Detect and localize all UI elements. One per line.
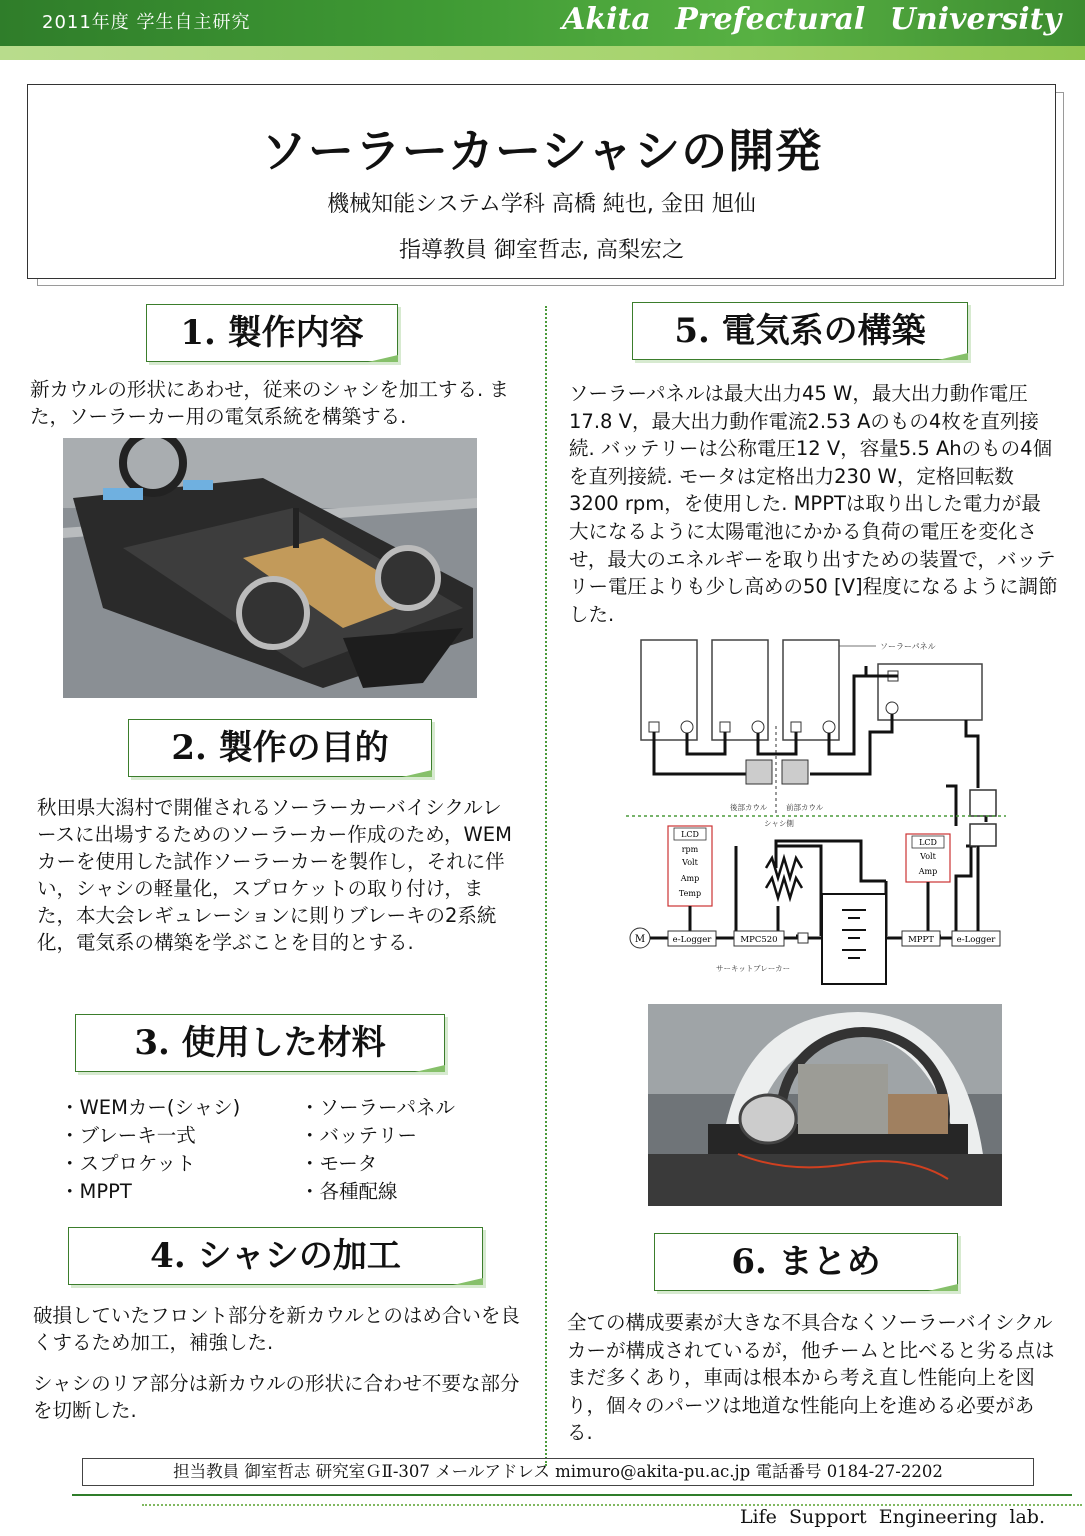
materials-right-list	[300, 1094, 455, 1206]
heading-fold-corner	[368, 355, 398, 362]
material-item: ・WEMカー(シャシ)	[60, 1096, 241, 1119]
elogger-1-label: e-Logger	[672, 935, 712, 945]
lcd1-line: Volt	[682, 858, 698, 867]
heading-fold-corner	[415, 1065, 445, 1072]
lcd1-line: rpm	[681, 845, 699, 854]
section-1-text: 新カウルの形状にあわせ，従来のシャシを加工する. また，ソーラーカー用の電気系統を構築する.	[30, 378, 509, 428]
section-5-heading-text: 5. 電気系の構築	[674, 311, 926, 351]
solar-panel-label: ソーラーパネル	[880, 642, 936, 651]
poster-advisors: 指導教員 御室哲志, 高梨宏之	[399, 238, 684, 263]
rear-cowl-label: 後部カウル	[730, 803, 768, 812]
electrical-wiring-diagram	[626, 636, 1006, 986]
header-accent-band	[0, 46, 1085, 60]
section-6-heading-text: 6. まとめ	[731, 1242, 881, 1282]
material-item: ・ソーラーパネル	[300, 1096, 456, 1119]
column-divider	[545, 306, 547, 1466]
section-5-heading	[632, 302, 968, 360]
circuit-breaker-label: サーキットブレーカー	[716, 964, 791, 973]
chassis-side-label: シャシ側	[764, 819, 794, 828]
section-4-body	[33, 1302, 523, 1424]
footer-lab-name: Life Support Engineering lab.	[739, 1506, 1045, 1528]
material-item: ・モータ	[300, 1152, 378, 1175]
section-6-text: 全ての構成要素が大きな不具合なくソーラーバイシクルカーが構成されているが，他チームと比べると劣る点はまだ多くあり，車両は根本から考え直し性能向上を図り，個々のパーツは地道な性能向上を進める必要がある.	[567, 1311, 1055, 1444]
heading-fold-corner	[402, 770, 432, 777]
elogger-2-label: e-Logger	[956, 935, 996, 945]
mpc520-label: MPC520	[740, 935, 778, 945]
header-year-label: 2011年度 学生自主研究	[42, 12, 251, 33]
lcd2-line: Amp	[918, 867, 938, 876]
section-2-heading	[128, 719, 432, 777]
section-4-heading-text: 4. シャシの加工	[150, 1236, 401, 1276]
section-1-body	[30, 376, 525, 430]
section-1-heading-text: 1. 製作内容	[180, 313, 364, 353]
heading-fold-corner	[453, 1278, 483, 1285]
material-item: ・各種配線	[300, 1180, 398, 1203]
lcd1-line: Amp	[680, 874, 700, 883]
section-4-heading	[68, 1227, 483, 1285]
section-2-heading-text: 2. 製作の目的	[171, 728, 389, 768]
poster-authors: 機械知能システム学科 高橋 純也, 金田 旭仙	[327, 192, 756, 217]
lcd2-line: Volt	[920, 852, 936, 861]
material-item: ・ブレーキ一式	[60, 1124, 196, 1147]
lcd1-line: LCD	[681, 830, 699, 839]
mppt-label: MPPT	[908, 935, 934, 945]
section-6-heading	[654, 1233, 958, 1291]
lcd2-line: LCD	[919, 838, 937, 847]
section-3-heading-text: 3. 使用した材料	[134, 1023, 386, 1063]
header-university-name: Akita Prefectural University	[562, 2, 1061, 37]
section-2-body	[37, 794, 517, 956]
chassis-photo	[63, 438, 477, 698]
section-3-heading	[75, 1014, 445, 1072]
material-item: ・スプロケット	[60, 1152, 196, 1175]
wiring-diagram-svg	[626, 636, 1006, 986]
drivetrain-photo	[648, 1004, 1002, 1206]
front-cowl-label: 前部カウル	[786, 803, 824, 812]
drivetrain-photo-illustration	[648, 1004, 1002, 1206]
poster-title: ソーラーカーシャシの開発	[260, 124, 823, 178]
materials-left-list	[60, 1094, 240, 1206]
heading-fold-corner	[938, 353, 968, 360]
section-5-body	[569, 380, 1059, 628]
title-box	[27, 84, 1056, 279]
material-item: ・バッテリー	[300, 1124, 418, 1147]
section-4-text-2: シャシのリア部分は新カウルの形状に合わせ不要な部分を切断した.	[33, 1372, 520, 1422]
section-6-body	[567, 1309, 1055, 1447]
motor-label: M	[634, 934, 646, 945]
footer-contact-box: 担当教員 御室哲志 研究室ＧⅡ-307 メールアドレス mimuro@akita-pu.ac.jp 電話番号 0184-27-2202	[82, 1458, 1034, 1486]
chassis-photo-illustration	[63, 438, 477, 698]
heading-fold-corner	[928, 1284, 958, 1291]
lcd1-line: Temp	[678, 889, 702, 898]
circuit-breaker-symbol	[798, 933, 808, 943]
section-5-text: ソーラーパネルは最大出力45 W，最大出力動作電圧17.8 V，最大出力動作電流2.53 Aのもの4枚を直列接続. バッテリーは公称電圧12 V，容量5.5 Ahのもの4個を直列接続. モータは定格出力230 W，定格回転数3200 rpm，を使用した. MPPTは取り出した電力が最大になるように太陽電池にかかる負荷の電圧を変化させ，最大のエネルギーを取り出すための装置で，バッテリー電圧よりも少し高めの50 [V]程度になるように調節した.	[569, 382, 1058, 626]
section-1-heading	[146, 304, 398, 362]
section-4-text-1: 破損していたフロント部分を新カウルとのはめ合いを良くするため加工，補強した.	[33, 1304, 520, 1354]
section-2-text: 秋田県大潟村で開催されるソーラーカーバイシクルレースに出場するためのソーラーカー作成のため，WEMカーを使用した試作ソーラーカーを製作し，それに伴い，シャシの軽量化，スプロケットの取り付け，また，本大会レギュレーションに則りブレーキの2系統化，電気系の構築を学ぶことを目的とする.	[37, 796, 512, 954]
footer-line	[72, 1494, 1072, 1496]
material-item: ・MPPT	[60, 1180, 132, 1203]
